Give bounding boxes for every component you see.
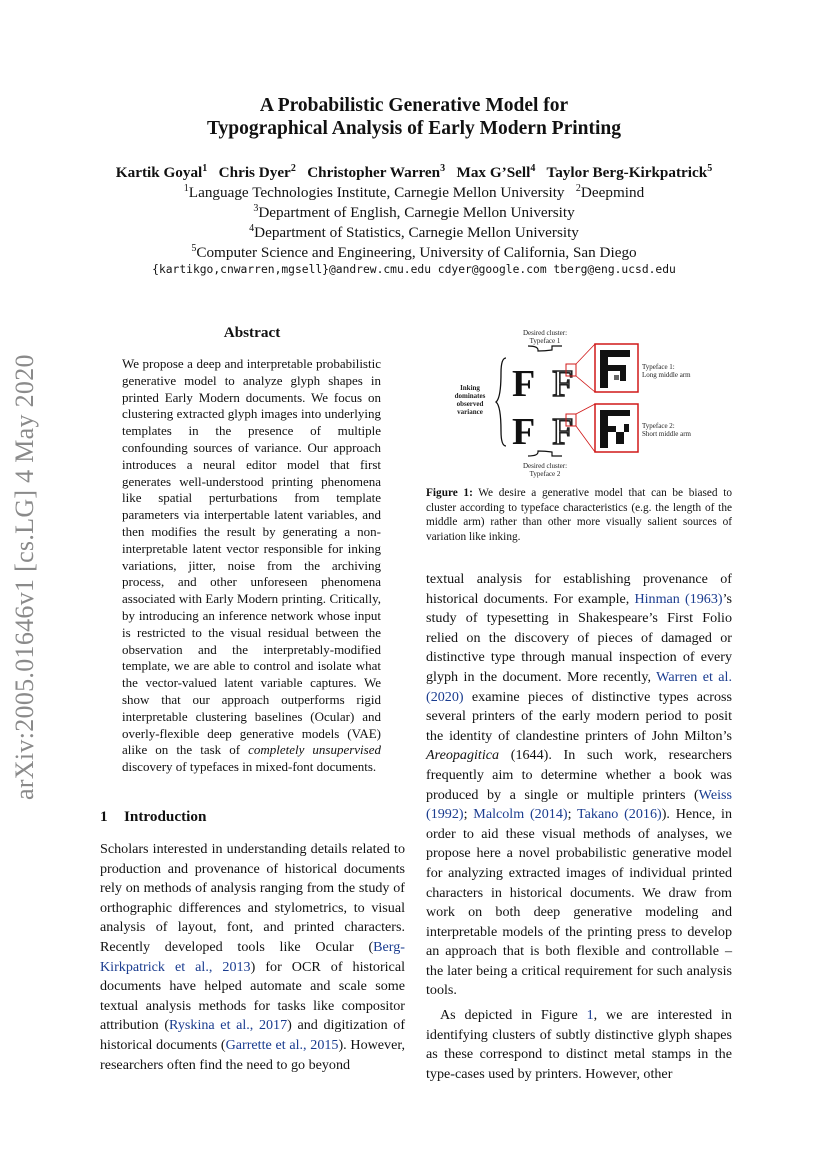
affil-mark: 5 xyxy=(191,242,197,254)
citation-link[interactable]: Warren et al. (2020) xyxy=(426,668,732,705)
citation-link[interactable]: Weiss (1992) xyxy=(426,786,732,823)
body-text: Scholars interested in understanding details related to production and provenance of historical documents rely on methods of analysis ranging from the study of orthographic differences and stylometrics, to visual analysis of layout, font, and printed characters. Recently developed tools like Ocular ( xyxy=(100,841,405,955)
body-text: (1644). In such work, researchers frequently aim to determine whether a book was produced by a single or multiple printers ( xyxy=(426,747,732,803)
body-text: ’s study of typesetting in Shakespeare’s First Folio relied on the discovery of pieces of damaged or distinctive type through manual inspection of every glyph in the document. More recently, xyxy=(426,590,732,685)
affil-text: Computer Science and Engineering, University of California, San Diego xyxy=(196,244,637,261)
author-name: Chris Dyer xyxy=(218,164,291,181)
body-text: textual analysis for establishing provenance of historical documents. For example, xyxy=(426,571,732,607)
section-title: Introduction xyxy=(124,808,207,825)
figure-ref-link[interactable]: 1 xyxy=(586,1007,594,1024)
caption-text: We desire a generative model that can be biased to cluster according to typeface characteristics (e.g. the length of the middle arm) rather than other more visually salient sources of variation like inking. xyxy=(426,487,732,543)
affil-text: Department of Statistics, Carnegie Mellon University xyxy=(254,224,579,241)
abstract-emphasis: completely unsupervised xyxy=(248,742,381,758)
body-text: ; xyxy=(463,806,474,823)
citation-link[interactable]: Berg-Kirkpatrick et al., 2013 xyxy=(100,938,405,975)
paper-title xyxy=(0,94,828,140)
fig-label-inking-1: Inking xyxy=(460,384,480,392)
author-list xyxy=(0,163,828,183)
fig-label-typeface2-1: Typeface 2: xyxy=(642,422,675,430)
fig-label-desired-bottom-2: Typeface 2 xyxy=(529,470,561,478)
affil-mark: 1 xyxy=(183,182,189,194)
title-line-2: Typographical Analysis of Early Modern Printing xyxy=(206,118,622,139)
affiliation-3 xyxy=(0,203,828,223)
title-line-1: A Probabilistic Generative Model for xyxy=(259,95,569,116)
glyph-f-heavy-top: F xyxy=(512,363,536,405)
affil-text: Deepmind xyxy=(580,184,645,201)
intro-left-column xyxy=(100,840,405,1075)
citation-link[interactable]: Takano (2016) xyxy=(577,806,662,823)
top-bracket xyxy=(528,346,562,351)
glyph-f-light-top: F xyxy=(552,363,574,405)
fig-label-typeface1-1: Typeface 1: xyxy=(642,363,675,371)
glyph-f-heavy-bottom: F xyxy=(512,411,536,453)
author-name: Taylor Berg-Kirkpatrick xyxy=(546,164,708,181)
affil-mark: 2 xyxy=(575,182,581,194)
body-text: ; xyxy=(567,806,578,823)
section-number: 1 xyxy=(100,808,108,825)
paragraph xyxy=(426,570,732,1001)
fig-label-inking-4: variance xyxy=(457,408,483,416)
section-heading-introduction xyxy=(100,808,400,826)
figure-1-diagram xyxy=(444,328,724,484)
fig-label-desired-top-2: Typeface 1 xyxy=(529,337,561,345)
figure-1-caption xyxy=(426,486,732,544)
body-text: , we are interested in identifying clusters of subtly distinctive glyph shapes as these correspond to distinct metal stamps in the type-cases used by printers. However, other xyxy=(426,1007,732,1082)
abstract-text: We propose a deep and interpretable probabilistic generative model to analyze glyph shapes in printed Early Modern documents. We focus on clustering extracted glyph images into underlying templates in the presence of multiple confounding sources of variance. Our approach introduces a neural editor model that first generates well-understood printing phenomena like spatial perturbations from template parameters via interpertable latent variables, and then modifies the result by generating a non-interpretable latent vector responsible for inking variations, jitter, noise from the archiving process, and other unforeseen phenomena associated with Early Modern printing. Critically, by introducing an inference network whose input is restricted to the visual residual between the observation and the interpretably-modified template, we are able to control and isolate what the vector-valued latent variable captures. We show that our approach outperforms rigid interpretable clustering baselines (Ocular) and overly-flexible deep generative models (VAE) alike on the task of xyxy=(122,356,381,758)
affil-mark: 4 xyxy=(249,222,255,234)
affiliation-4 xyxy=(0,223,828,243)
abstract-body xyxy=(122,356,381,776)
caption-label: Figure 1: xyxy=(426,487,473,499)
citation-link[interactable]: Malcolm (2014) xyxy=(473,806,568,823)
body-text: As depicted in Figure xyxy=(440,1007,587,1024)
fig-label-inking-3: observed xyxy=(456,400,484,408)
author-name: Max G’Sell xyxy=(456,164,531,181)
author-name: Christopher Warren xyxy=(307,164,441,181)
fig-label-inking-2: dominates xyxy=(454,392,486,400)
author-affil-mark: 4 xyxy=(530,162,536,174)
body-text: ). Hence, in order to aid these visual methods of analyses, we propose here a novel probabilistic generative model for analyzing extracted images of individual printed characters in historical documents. We draw from work on both deep generative modeling and interpretable models of the printing press to develop an approach that is both flexible and controllable – the later being a critical requirement for such analysis tools. xyxy=(426,806,732,999)
intro-right-column xyxy=(426,570,732,1084)
author-affil-mark: 1 xyxy=(202,162,208,174)
zoom-panel-bottom xyxy=(595,404,638,452)
fig-label-desired-bottom-1: Desired cluster: xyxy=(522,462,568,470)
body-text: ) and digitization of historical documents ( xyxy=(100,1017,406,1053)
fig-label-typeface1-2: Long middle arm xyxy=(642,371,691,379)
author-name: Kartik Goyal xyxy=(115,164,203,181)
body-text: ). However, researchers often find the need to go beyond xyxy=(100,1036,406,1073)
glyph-f-light-bottom: F xyxy=(552,411,574,453)
zoom-panel-top xyxy=(595,344,638,392)
body-text: ) for OCR of historical documents have helped automate and scale some textual analysis methods for tasks like compositor attribution ( xyxy=(100,958,405,1034)
left-brace xyxy=(496,358,506,446)
author-affil-mark: 3 xyxy=(440,162,446,174)
author-emails: {kartikgo,cnwarren,mgsell}@andrew.cmu.edu cdyer@google.com tberg@eng.ucsd.edu xyxy=(152,263,676,276)
affiliation-1-2 xyxy=(0,183,828,203)
citation-link[interactable]: Garrette et al., 2015 xyxy=(225,1036,339,1053)
author-affil-mark: 5 xyxy=(707,162,713,174)
fig-label-desired-top-1: Desired cluster: xyxy=(522,329,568,337)
citation-link[interactable]: Ryskina et al., 2017 xyxy=(169,1017,288,1034)
affil-mark: 3 xyxy=(253,202,259,214)
citation-link[interactable]: Hinman (1963) xyxy=(634,590,723,607)
abstract-heading: Abstract xyxy=(223,324,281,341)
arxiv-sidebar-stamp: arXiv:2005.01646v1 [cs.LG] 4 May 2020 xyxy=(10,354,39,800)
body-text: examine pieces of distinctive types across several printers of the early modern period to posit the identity of clandestine printers of John Milton’s xyxy=(426,688,732,744)
affiliation-5 xyxy=(0,243,828,263)
fig-label-typeface2-2: Short middle arm xyxy=(642,430,691,438)
affil-text: Department of English, Carnegie Mellon University xyxy=(258,204,575,221)
paragraph xyxy=(426,1006,732,1084)
affil-text: Language Technologies Institute, Carnegie Mellon University xyxy=(188,184,565,201)
book-title: Areopagitica xyxy=(426,747,500,764)
author-affil-mark: 2 xyxy=(290,162,296,174)
abstract-text-end: discovery of typefaces in mixed-font documents. xyxy=(122,759,377,775)
